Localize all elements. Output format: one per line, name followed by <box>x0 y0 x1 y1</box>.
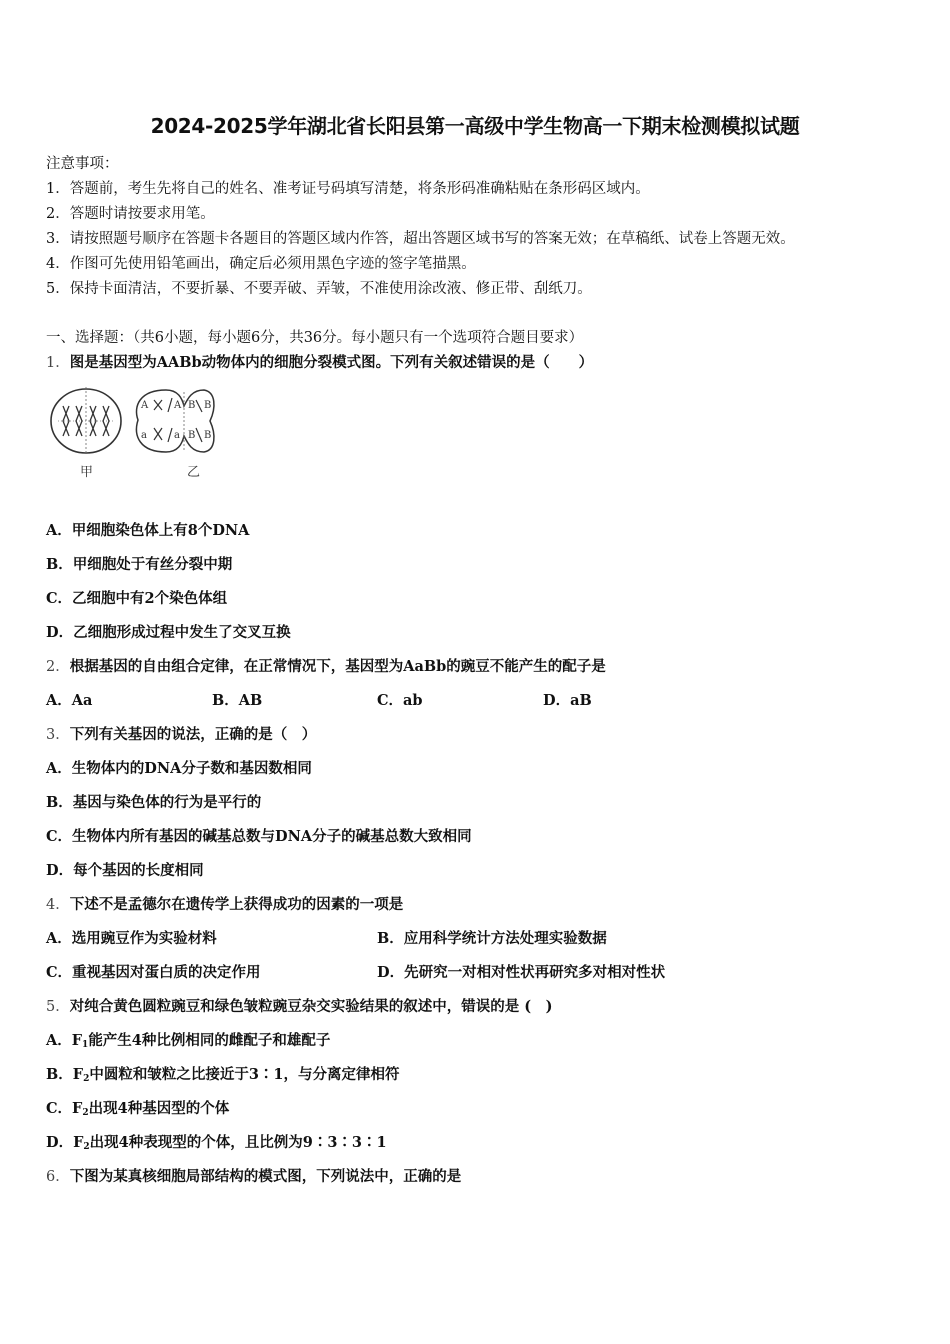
notice-item: 5．保持卡面清洁，不要折暴、不要弄破、弄皱，不准使用涂改液、修正带、刮纸刀。 <box>46 281 592 297</box>
figure-label-jia: 甲 <box>80 465 94 480</box>
option-1b: B．甲细胞处于有丝分裂中期 <box>46 556 233 573</box>
question-stem: 下述不是孟德尔在遗传学上获得成功的因素的一项是 <box>69 896 404 913</box>
generation-subscript: 2 <box>83 1074 90 1084</box>
question-number: 5． <box>46 999 70 1015</box>
question-stem: 根据基因的自由组合定律，在正常情况下，基因型为AaBb的豌豆不能产生的配子是 <box>69 658 606 675</box>
option-prefix: C．F <box>46 1100 83 1117</box>
option-2c: C．ab <box>377 692 423 709</box>
allele-label: A <box>141 400 149 411</box>
option-2d: D．aB <box>543 692 592 709</box>
allele-label: B <box>188 400 196 411</box>
allele-label: B <box>204 430 212 441</box>
option-4d: D．先研究一对相对性状再研究多对相对性状 <box>377 964 666 981</box>
generation-subscript: 2 <box>82 1108 89 1118</box>
option-1c: C．乙细胞中有2个染色体组 <box>46 590 228 607</box>
question-stem: 对纯合黄色圆粒豌豆和绿色皱粒豌豆杂交实验结果的叙述中，错误的是 ( ) <box>69 998 553 1015</box>
option-4c: C．重视基因对蛋白质的决定作用 <box>46 964 261 981</box>
option-3b: B．基因与染色体的行为是平行的 <box>46 794 262 811</box>
notice-item: 2．答题时请按要求用笔。 <box>46 206 215 222</box>
figure-label-yi: 乙 <box>187 465 201 480</box>
question-number: 6． <box>46 1169 70 1185</box>
notice-heading: 注意事项： <box>46 156 119 172</box>
question-6 <box>46 1165 461 1186</box>
question-number: 2． <box>46 659 70 675</box>
notice-item: 4．作图可先使用铅笔画出，确定后必须用黑色字迹的签字笔描黑。 <box>46 256 476 272</box>
generation-subscript: 1 <box>82 1040 89 1050</box>
question-number: 1． <box>46 355 70 371</box>
option-prefix: A．F <box>46 1032 83 1049</box>
notice-item: 3．请按照题号顺序在答题卡各题目的答题区域内作答，超出答题区域书写的答案无效；在草稿纸、试卷上答题无效。 <box>46 231 795 247</box>
option-prefix: B．F <box>46 1066 84 1083</box>
option-text: 能产生4种比例相同的雌配子和雄配子 <box>88 1032 331 1049</box>
page-title: 2024-2025学年湖北省长阳县第一高级中学生物高一下期末检测模拟试题 <box>150 114 800 138</box>
option-5b <box>46 1063 400 1084</box>
option-text: 出现4种表现型的个体，且比例为9∶3∶3∶1 <box>89 1134 387 1151</box>
option-text: 出现4种基因型的个体 <box>88 1100 230 1117</box>
option-5a <box>46 1029 330 1050</box>
option-prefix: D．F <box>46 1134 84 1151</box>
option-3d: D．每个基因的长度相同 <box>46 862 204 879</box>
option-4a: A．选用豌豆作为实验材料 <box>46 930 217 947</box>
question-stem: 下列有关基因的说法，正确的是（ ） <box>69 726 317 743</box>
generation-subscript: 2 <box>83 1142 90 1152</box>
option-text: 中圆粒和皱粒之比接近于3∶1，与分离定律相符 <box>89 1066 400 1083</box>
question-4 <box>46 893 403 914</box>
question-stem: 下图为某真核细胞局部结构的模式图，下列说法中，正确的是 <box>69 1168 462 1185</box>
cell-jia <box>51 387 121 480</box>
question-5 <box>46 995 553 1016</box>
allele-label: A <box>174 400 182 411</box>
option-3a: A．生物体内的DNA分子数和基因数相同 <box>46 760 312 777</box>
allele-label: B <box>204 400 212 411</box>
question-1 <box>46 351 593 372</box>
cell-yi <box>136 390 213 480</box>
option-4b: B．应用科学统计方法处理实验数据 <box>377 930 607 947</box>
option-5d <box>46 1131 387 1152</box>
option-3c: C．生物体内所有基因的碱基总数与DNA分子的碱基总数大致相同 <box>46 828 472 845</box>
allele-label: a <box>174 430 180 441</box>
question-number: 4． <box>46 897 70 913</box>
allele-label: B <box>188 430 196 441</box>
option-1d: D．乙细胞形成过程中发生了交叉互换 <box>46 624 291 641</box>
notice-item: 1．答题前，考生先将自己的姓名、准考证号码填写清楚，将条形码准确粘贴在条形码区域内。 <box>46 181 650 197</box>
question-2 <box>46 655 606 676</box>
option-5c <box>46 1097 229 1118</box>
cell-division-figure <box>46 384 226 484</box>
question-3 <box>46 723 316 744</box>
option-1a: A．甲细胞染色体上有8个DNA <box>46 522 250 539</box>
question-number: 3． <box>46 727 70 743</box>
option-2b: B．AB <box>212 692 263 709</box>
section-heading: 一、选择题：（共6小题，每小题6分，共36分。每小题只有一个选项符合题目要求） <box>46 330 584 346</box>
question-stem: 图是基因型为AABb动物体内的细胞分裂模式图。下列有关叙述错误的是（ ） <box>69 354 594 371</box>
allele-label: a <box>141 430 147 441</box>
option-2a: A．Aa <box>46 692 93 709</box>
